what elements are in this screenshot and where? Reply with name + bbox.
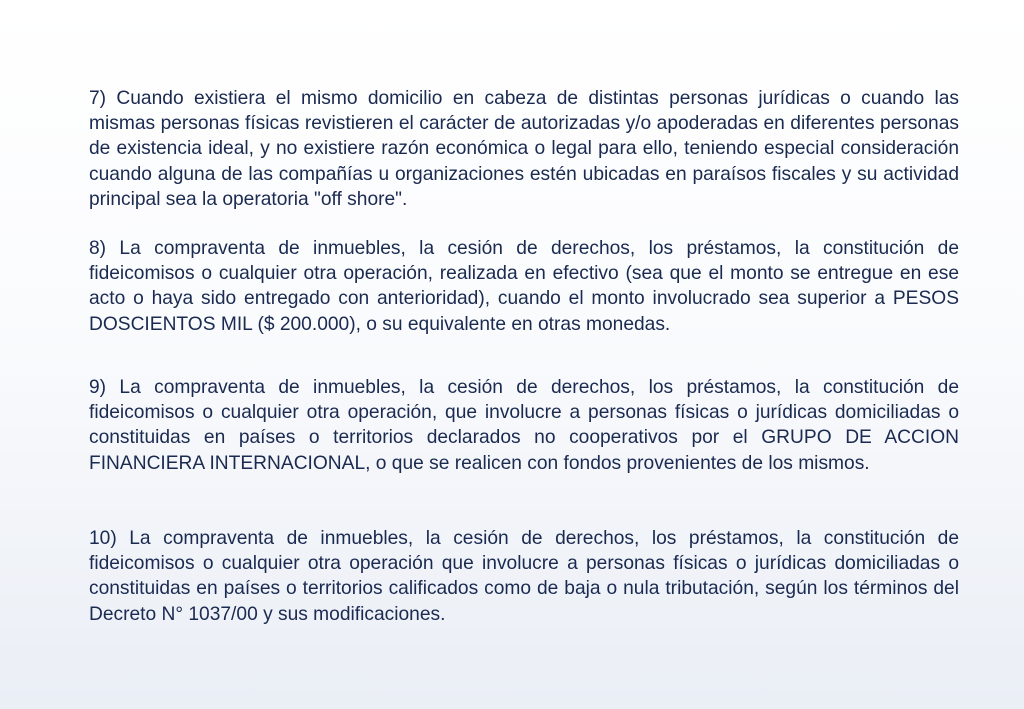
paragraph-item-10: 10) La compraventa de inmuebles, la cesión de derechos, los préstamos, la constitución de fideicomisos o cualquier otra operación que involucre a personas físicas o jurídicas domiciliadas o constituidas en países o territorios calificados como de baja o nula tributación, según los términos del Decreto N° 1037/00 y sus modificaciones.	[89, 528, 959, 625]
paragraph-item-9: 9) La compraventa de inmuebles, la cesión de derechos, los préstamos, la constitución de fideicomisos o cualquier otra operación, que involucre a personas físicas o jurídicas domiciliadas o constituidas en países o territorios declarados no cooperativos por el GRUPO DE ACCION FINANCIERA INTERNACIONAL, o que se realicen con fondos provenientes de los mismos.	[89, 377, 959, 474]
paragraph-item-7: 7) Cuando existiera el mismo domicilio en cabeza de distintas personas jurídicas o cuando las mismas personas físicas revistieren el carácter de autorizadas y/o apoderadas en diferentes personas de existencia ideal, y no existiere razón económica o legal para ello, teniendo especial consideración cuando alguna de las compañías u organizaciones estén ubicadas en paraísos fiscales y su actividad principal sea la operatoria "off shore".	[89, 88, 959, 210]
paragraph-item-8: 8) La compraventa de inmuebles, la cesión de derechos, los préstamos, la constitución de fideicomisos o cualquier otra operación, realizada en efectivo (sea que el monto se entregue en ese acto o haya sido entregado con anterioridad), cuando el monto involucrado sea superior a PESOS DOSCIENTOS MIL ($ 200.000), o su equivalente en otras monedas.	[89, 238, 959, 335]
